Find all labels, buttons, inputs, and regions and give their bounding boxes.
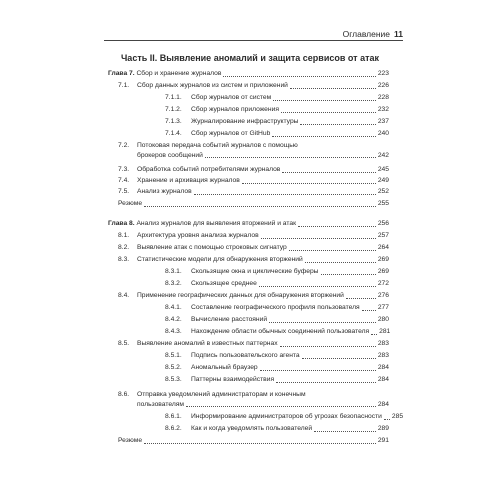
toc-entry [118,291,389,301]
toc-entry-title: Применение географических данных для обнаружения вторжений [137,292,344,299]
toc-page-number: 284 [377,364,389,371]
header-page-number: 11 [394,29,403,39]
toc-page-number: 285 [391,413,404,420]
toc-entry-number: 7.1. [118,82,130,89]
toc-entry [118,141,389,160]
toc-entry-number: 8.6. [118,391,130,398]
toc-entry-number: 8.4. [118,292,130,299]
toc-entry [118,390,389,409]
toc-entry-number: 7.3. [118,166,130,173]
toc-page-number: 264 [377,244,389,251]
toc-entry [165,315,389,325]
toc-chapter-heading: Глава 8. Анализ журналов для выявления вторжений и атак 256 [108,220,389,227]
toc-entry-title: Обработка событий потребителями журналов [137,166,281,173]
toc-entry-number: 7.5. [118,188,130,195]
toc-entry-number: 7.1.1. [165,94,182,101]
toc-page-number: 257 [377,232,389,239]
toc-entry-title: Скользящее среднее [191,280,257,287]
toc-entry-number: 8.4.1. [165,304,182,311]
toc-entry-number: 8.5.3. [165,376,182,383]
toc-entry-number: 8.3.1. [165,268,182,275]
toc-page-number: 240 [377,130,389,137]
toc-page-number: 284 [377,376,389,383]
toc-entry-title: Статистические модели для обнаружения вторжений [137,256,303,263]
toc-entry [118,165,389,175]
toc-entry [165,375,389,385]
toc-entry [118,436,389,446]
toc-entry [118,231,389,241]
toc-entry [165,267,389,277]
toc-entry-title: Сбор журналов приложения [191,106,279,113]
toc-entry [118,176,389,186]
toc-page-number: 249 [377,177,389,184]
toc-page-number: 223 [377,70,389,77]
toc-entry-title: Отправка уведомлений администраторам и конечным [137,391,306,398]
toc-page-number: 252 [377,188,389,195]
toc-page-number: 269 [377,256,389,263]
toc-page-number: 283 [377,340,389,347]
toc-chapter-heading: Глава 7. Сбор и хранение журналов 223 [108,70,389,77]
toc-entry-title: Нахождение области обычных соединений пользователя [191,328,370,335]
toc-page-number: 226 [377,82,389,89]
toc-entry-number: 8.6.2. [165,425,182,432]
toc-entry-title-continued: пользователям [137,400,184,408]
toc-entry [118,81,389,91]
toc-entry-number: 7.4. [118,177,130,184]
toc-entry-title: Паттерны взаимодействия [191,376,275,383]
toc-entry-number: 8.3.2. [165,280,182,287]
toc-entry-number: 7.2. [118,142,130,149]
toc-entry-title: Как и когда уведомлять пользователей [191,425,313,432]
toc-entry [118,339,389,349]
toc-entry [165,351,389,361]
toc-entry-number: 7.1.3. [165,118,182,125]
toc-entry-title: Резюме [118,437,143,444]
toc-entry-title: Анализ журналов [137,188,192,195]
toc-entry-number: 8.5.2. [165,364,182,371]
toc-page-number: 277 [377,304,389,311]
toc-entry-title: Подпись пользовательского агента [191,352,300,359]
toc-entry-title: Информирование администраторов об угрозах безопасности [191,413,382,420]
toc-entry [118,255,389,265]
toc-entry-title: Составление географического профиля пользователя [191,304,360,311]
toc-entry-title-continued: брокеров сообщений [137,151,203,159]
toc-entry-number: 8.4.2. [165,316,182,323]
toc-page-number: 256 [377,220,389,227]
toc-entry [165,424,389,434]
toc-entry-title: Аномальный браузер [191,364,258,371]
toc-entry-title: Сбор журналов от GitHub [191,130,271,137]
toc-page-number: 289 [377,425,389,432]
toc-entry-number: 7.1.2. [165,106,182,113]
toc-entry [118,187,389,197]
toc-entry-number: 8.1. [118,232,130,239]
toc-entry-number: 8.6.1. [165,413,182,420]
toc-entry-title: Резюме [118,200,143,207]
toc-entry-number: 8.5. [118,340,130,347]
toc-entry [165,412,404,422]
toc-page-number: 232 [377,106,389,113]
toc-entry [165,117,389,127]
toc-entry-title: Вычисление расстояний [191,316,268,323]
toc-page-number: 245 [377,166,389,173]
toc-page-number: 272 [377,280,389,287]
toc-page-number: 283 [377,352,389,359]
toc-entry-number: 8.2. [118,244,130,251]
toc-entry-title: Сбор журналов от систем [191,94,272,101]
toc-entry [165,105,389,115]
toc-entry-title: Потоковая передача событий журналов с помощью [137,142,298,149]
toc-entry [165,129,389,139]
toc-entry-number: 8.5.1. [165,352,182,359]
header-title: Оглавление [342,29,390,39]
toc-entry [165,93,389,103]
toc-entry [165,279,389,289]
toc-entry-number: 8.3. [118,256,130,263]
toc-page-number: 284 [377,400,389,408]
toc-entry [165,327,391,337]
toc-entry-title: Выявление атак с помощью строковых сигнатур [137,244,287,251]
toc-entry-title: Скользящие окна и циклические буферы [191,268,319,275]
header-divider [104,40,403,41]
toc-entry-title: Журналирование инфраструктуры [191,118,299,125]
toc-entry-title: Хранение и архивация журналов [137,177,240,184]
toc-entry-number: 8.4.3. [165,328,182,335]
toc-page-number: 269 [377,268,389,275]
toc-page-number: 237 [377,118,389,125]
toc-entry-number: 7.1.4. [165,130,182,137]
running-header [0,28,500,40]
toc-page-number: 280 [377,316,389,323]
toc-page-number: 276 [377,292,389,299]
toc-page-number: 291 [377,437,389,444]
toc-entry [165,363,389,373]
toc-entry-title: Выявление аномалий в известных паттернах [137,340,278,347]
toc-entry-title: Архитектура уровня анализа журналов [137,232,259,239]
toc-page-number: 281 [379,328,391,335]
part-title: Часть II. Выявление аномалий и защита сервисов от атак [120,53,379,63]
toc-entry [118,243,389,253]
toc-page-number: 242 [377,151,389,159]
toc-entry [165,303,389,313]
toc-page-number: 228 [377,94,389,101]
toc-entry [118,199,389,209]
toc-page-number: 255 [377,200,389,207]
toc-entry-title: Сбор данных журналов из систем и приложений [137,82,288,89]
